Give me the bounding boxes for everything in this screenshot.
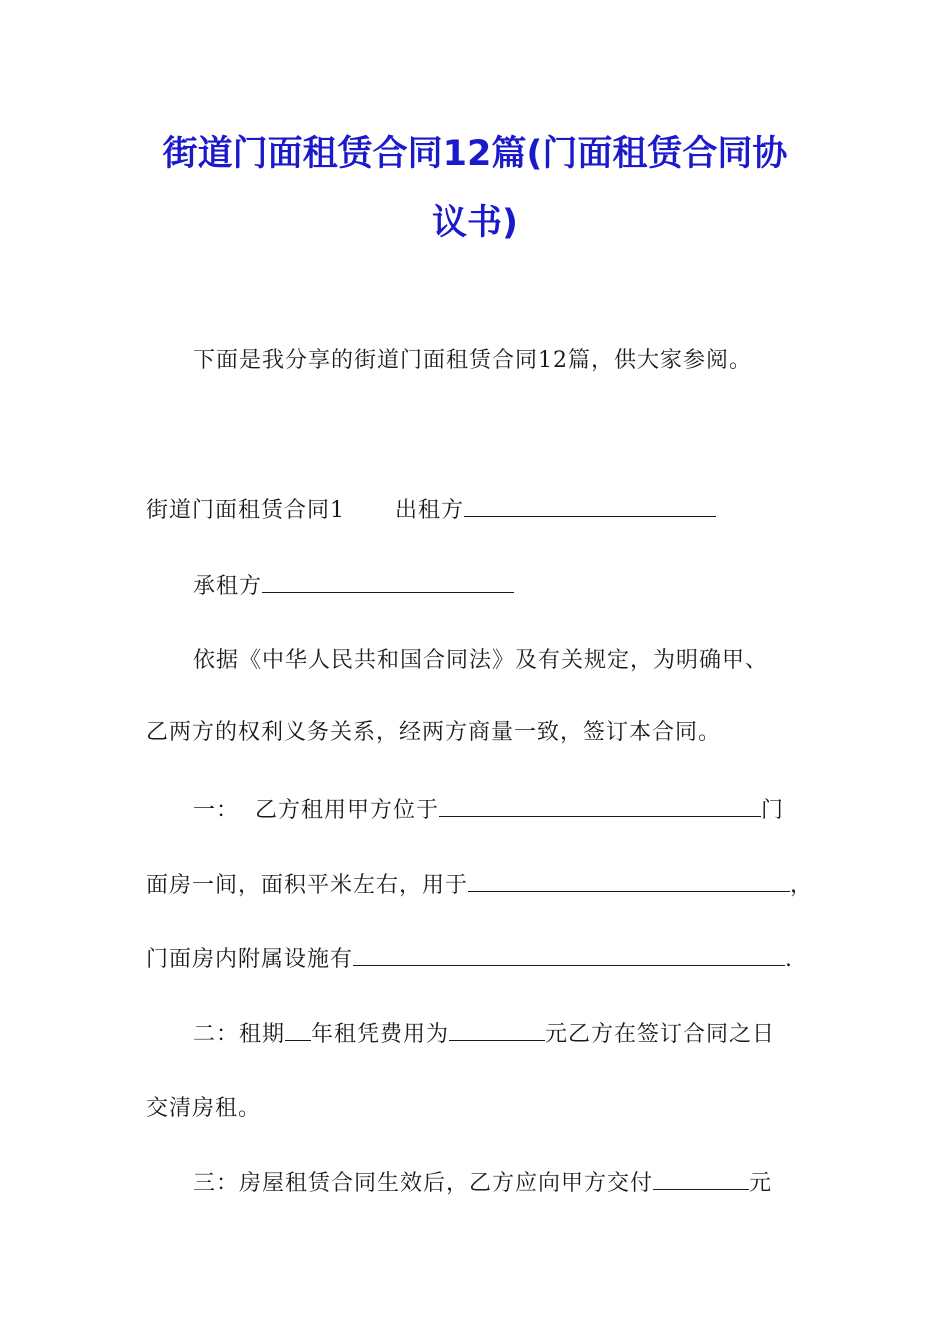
lessor-blank (464, 494, 716, 517)
clause-2-years-blank (285, 1018, 311, 1041)
clause-1-facilities-blank (353, 943, 785, 966)
clause-2-line-1 (193, 1018, 775, 1050)
preamble-line-1: 依据《中华人民共和国合同法》及有关规定，为明确甲、 (193, 648, 769, 673)
clause-1-facilities-suffix: . (785, 947, 794, 972)
clause-3-suffix: 元 (749, 1171, 773, 1196)
clause-3-line-1 (193, 1167, 772, 1199)
clause-2-part-c: 元乙方在签订合同之日 (545, 1022, 776, 1047)
clause-1-facilities-prefix: 门面房内附属设施有 (146, 947, 354, 972)
clause-1-usage-prefix: 面房一间，面积平米左右，用于 (146, 873, 469, 898)
clause-2-part-b: 年租凭费用为 (311, 1022, 450, 1047)
lessee-blank (262, 570, 514, 593)
lessee-line (193, 570, 514, 602)
clause-3-deposit-blank (653, 1167, 749, 1190)
clause-2-fee-blank (449, 1018, 545, 1041)
lessor-label: 出租方 (395, 498, 465, 523)
document-title-line-1: 街道门面租赁合同12篇(门面租赁合同协 (162, 134, 788, 174)
clause-1-usage-blank (468, 869, 790, 892)
contract-heading-line (146, 494, 716, 526)
lessee-label: 承租方 (193, 574, 263, 599)
clause-2-part-a: 二：租期 (193, 1022, 286, 1047)
preamble-line-2: 乙两方的权利义务关系，经两方商量一致，签订本合同。 (146, 720, 722, 745)
clause-3-prefix: 三：房屋租赁合同生效后，乙方应向甲方交付 (193, 1171, 654, 1196)
clause-1-line-2 (146, 869, 813, 901)
clause-1-suffix: 门 (761, 798, 785, 823)
contract-heading: 街道门面租赁合同1 (146, 498, 345, 523)
clause-1-line-3 (146, 943, 793, 975)
clause-1-usage-suffix: ， (790, 873, 814, 898)
clause-1-line-1 (193, 794, 784, 826)
clause-2-line-2: 交清房租。 (146, 1096, 262, 1121)
intro-paragraph: 下面是我分享的街道门面租赁合同12篇，供大家参阅。 (193, 348, 752, 373)
clause-1-prefix: 一： 乙方租用甲方位于 (193, 798, 439, 823)
document-title-line-2: 议书) (432, 203, 518, 243)
clause-1-location-blank (439, 794, 761, 817)
